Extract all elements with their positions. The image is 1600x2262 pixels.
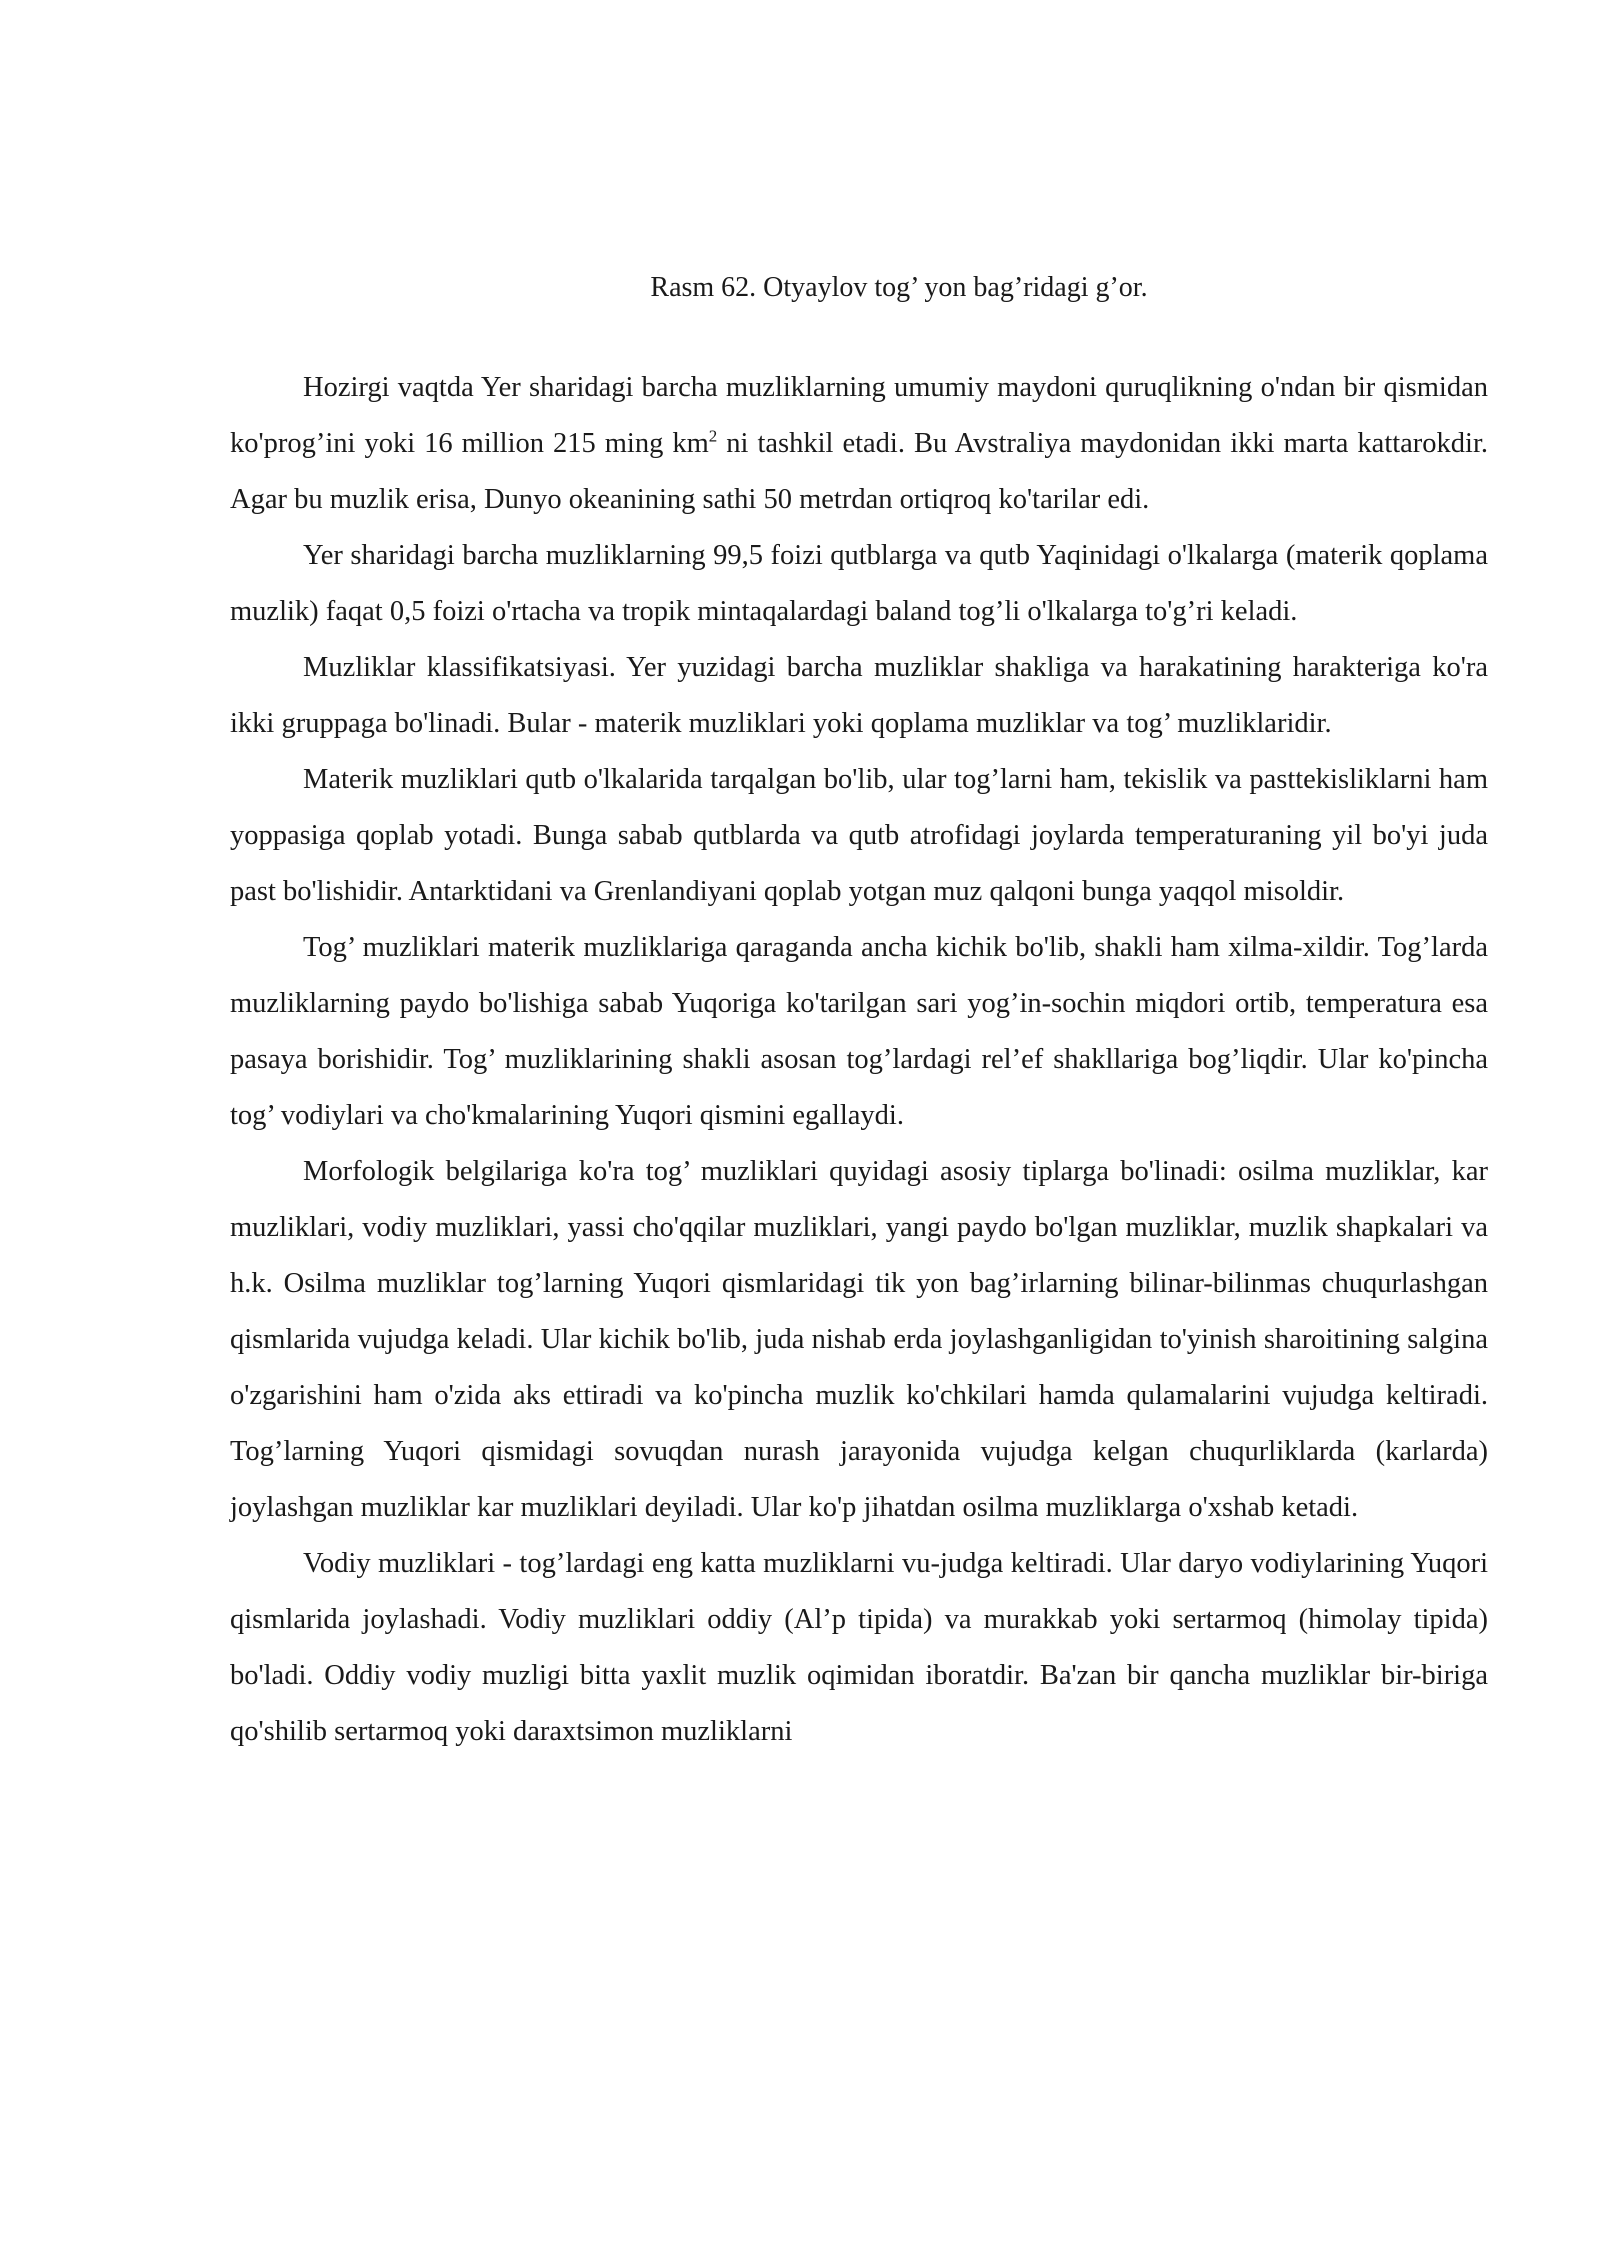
paragraph-2: Yer sharidagi barcha muzliklarning 99,5 foizi qutblarga va qutb Yaqinidagi o'lkalarga (materik qoplama muzlik) faqat 0,5 foizi o'rtacha va tropik mintaqalardagi baland tog’li o'lkalarga to'g’ri keladi. (230, 540, 1488, 627)
paragraph-3: Muzliklar klassifikatsiyasi. Yer yuzidagi barcha muzliklar shakliga va harakatining harakteriga ko'ra ikki gruppaga bo'linadi. Bular - materik muzliklari yoki qoplama muzliklar va tog’ muzliklaridir. (230, 652, 1488, 739)
paragraph-1-text-b: ni tashkil etadi. Bu Avstraliya maydonidan ikki marta kattarokdir. Agar bu muzlik erisa, Dunyo okeanining sathi 50 metrdan ortiqroq ko'tarilar edi. (230, 428, 1489, 515)
superscript: 2 (708, 426, 718, 446)
paragraph-7: Vodiy muzliklari - tog’lardagi eng katta muzliklarni vu-judga keltiradi. Ular daryo vodiylarining Yuqori qismlarida joylashadi. Vodiy muzliklari oddiy (Al’p tipida) va murakkab yoki sertarmoq (himolay tipida) bo'ladi. Oddiy vodiy muzligi bitta yaxlit muzlik oqimidan iboratdir. Ba'zan bir qancha muzliklar bir-biriga qo'shilib sertarmoq yoki daraxtsimon muzliklarni (230, 1548, 1488, 1747)
paragraph-5: Tog’ muzliklari materik muzliklariga qaraganda ancha kichik bo'lib, shakli ham xilma-xildir. Tog’larda muzliklarning paydo bo'lishiga sabab Yuqoriga ko'tarilgan sari yog’in-sochin miqdori ortib, temperatura esa pasaya borishidir. Tog’ muzliklarining shakli asosan tog’lardagi rel’ef shakllariga bog’liqdir. Ular ko'pincha tog’ vodiylari va cho'kmalarining Yuqori qismini egallaydi. (230, 932, 1488, 1131)
paragraph-1-text-a: Hozirgi vaqtda Yer sharidagi barcha muzliklarning umumiy maydoni quruqlikning o'ndan bir qismidan ko'prog’ini yoki 16 million 215 ming km (230, 372, 1488, 459)
figure-caption: Rasm 62. Otyaylov tog’ yon bag’ridagi g’or. (650, 272, 1148, 303)
paragraph-4: Materik muzliklari qutb o'lkalarida tarqalgan bo'lib, ular tog’larni ham, tekislik va pasttekisliklarni ham yoppasiga qoplab yotadi. Bunga sabab qutblarda va qutb atrofidagi joylarda temperaturaning yil bo'yi juda past bo'lishidir. Antarktidani va Grenlandiyani qoplab yotgan muz qalqoni bunga yaqqol misoldir. (230, 764, 1488, 907)
paragraph-1 (230, 360, 1488, 528)
paragraph-6: Morfologik belgilariga ko'ra tog’ muzliklari quyidagi asosiy tiplarga bo'linadi: osilma muzliklar, kar muzliklari, vodiy muzliklari, yassi cho'qqilar muzliklari, yangi paydo bo'lgan muzliklar, muzlik shapkalari va h.k. Osilma muzliklar tog’larning Yuqori qismlaridagi tik yon bag’irlarning bilinar-bilinmas chuqurlashgan qismlarida vujudga keladi. Ular kichik bo'lib, juda nishab erda joylashganligidan to'yinish sharoitining salgina o'zgarishini ham o'zida aks ettiradi va ko'pincha muzlik ko'chkilari hamda qulamalarini vujudga keltiradi. Tog’larning Yuqori qismidagi sovuqdan nurash jarayonida vujudga kelgan chuqurliklarda (karlarda) joylashgan muzliklar kar muzliklari deyiladi. Ular ko'p jihatdan osilma muzliklarga o'xshab ketadi. (230, 1156, 1488, 1523)
document-page (230, 260, 1488, 1760)
